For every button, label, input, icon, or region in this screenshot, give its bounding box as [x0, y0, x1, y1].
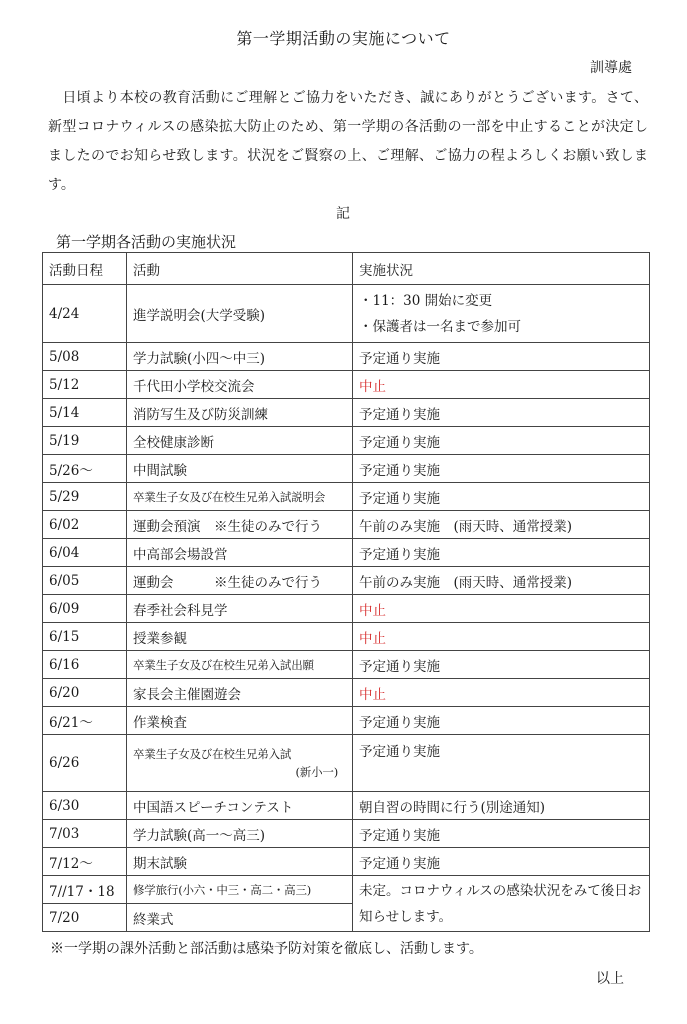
row-activity: 中間試験	[127, 455, 353, 483]
row-date: 6/09	[43, 595, 127, 623]
table-row	[43, 848, 650, 876]
table-row	[43, 623, 650, 651]
row-date: 6/16	[43, 651, 127, 679]
row-date: 5/29	[43, 483, 127, 511]
table-row	[43, 876, 650, 904]
closing-text: 以上	[596, 971, 624, 987]
activity-line: 卒業生子女及び在校生兄弟入試	[133, 747, 292, 761]
table-row	[43, 483, 650, 511]
header-date: 活動日程	[43, 253, 127, 285]
table-row	[43, 707, 650, 735]
row-activity: 消防写生及び防災訓練	[127, 399, 353, 427]
header-status: 実施状況	[353, 253, 650, 285]
row-activity: 家長会主催園遊会	[127, 679, 353, 707]
table-row	[43, 399, 650, 427]
row-activity: 修学旅行(小六・中三・高二・高三)	[127, 876, 353, 904]
row-date: 7/12～	[43, 848, 127, 876]
row-date: 6/04	[43, 539, 127, 567]
row-status: 予定通り実施	[353, 399, 650, 427]
status-line: ・11：30 開始に変更	[359, 292, 493, 309]
row-status: 午前のみ実施 (雨天時、通常授業)	[353, 511, 650, 539]
row-activity: 学力試験(高一～高三)	[127, 820, 353, 848]
row-activity: 期末試験	[127, 848, 353, 876]
table-row	[43, 679, 650, 707]
table-row	[43, 511, 650, 539]
row-date: 6/15	[43, 623, 127, 651]
row-date: 6/05	[43, 567, 127, 595]
row-date: 4/24	[43, 285, 127, 343]
row-date: 6/26	[43, 735, 127, 792]
table-row	[43, 595, 650, 623]
row-activity: 終業式	[127, 904, 353, 932]
row-activity	[127, 735, 353, 792]
footnote: ※一学期の課外活動と部活動は感染予防対策を徹底し、活動します。	[50, 941, 483, 957]
table-row	[43, 427, 650, 455]
table-row	[43, 371, 650, 399]
row-status: 予定通り実施	[353, 539, 650, 567]
row-date: 5/14	[43, 399, 127, 427]
row-date: 7//17・18	[43, 876, 127, 904]
row-activity: 千代田小学校交流会	[127, 371, 353, 399]
table-row	[43, 820, 650, 848]
row-status: 予定通り実施	[353, 848, 650, 876]
ki-heading: 記	[336, 206, 350, 222]
row-activity: 卒業生子女及び在校生兄弟入試説明会	[127, 483, 353, 511]
row-date: 6/02	[43, 511, 127, 539]
row-activity: 運動会預演 ※生徒のみで行う	[127, 511, 353, 539]
row-status: 予定通り実施	[353, 820, 650, 848]
row-status-cancelled: 中止	[353, 679, 650, 707]
table-title: 第一学期各活動の実施状況	[56, 233, 237, 251]
table-row	[43, 343, 650, 371]
activity-table	[42, 252, 650, 932]
row-date: 5/19	[43, 427, 127, 455]
row-date: 7/03	[43, 820, 127, 848]
row-status: 予定通り実施	[353, 707, 650, 735]
row-activity: 卒業生子女及び在校生兄弟入試出願	[127, 651, 353, 679]
row-date: 5/08	[43, 343, 127, 371]
row-status	[353, 285, 650, 343]
table-row	[43, 455, 650, 483]
table-row	[43, 651, 650, 679]
table-header-row	[43, 253, 650, 285]
row-status: 予定通り実施	[353, 455, 650, 483]
row-activity: 中国語スピーチコンテスト	[127, 792, 353, 820]
row-activity: 授業参観	[127, 623, 353, 651]
row-status: 午前のみ実施 (雨天時、通常授業)	[353, 567, 650, 595]
row-date: 7/20	[43, 904, 127, 932]
row-date: 5/26～	[43, 455, 127, 483]
row-status: 予定通り実施	[353, 427, 650, 455]
row-date: 6/21～	[43, 707, 127, 735]
row-status: 予定通り実施	[353, 735, 650, 792]
issuer: 訓導處	[590, 60, 632, 76]
activity-line: (新小一)	[295, 765, 338, 779]
intro-paragraph: 日頃より本校の教育活動にご理解とご協力をいただき、誠にありがとうございます。さて、新型コロナウィルスの感染拡大防止のため、第一学期の各活動の一部を中止することが決定しましたのでお知らせ致します。状況をご賢察の上、ご理解、ご協力の程よろしくお願い致します。	[48, 90, 648, 193]
row-status: 予定通り実施	[353, 651, 650, 679]
row-status-cancelled: 中止	[353, 371, 650, 399]
row-date: 6/30	[43, 792, 127, 820]
table-row	[43, 539, 650, 567]
row-status-cancelled: 中止	[353, 595, 650, 623]
row-activity: 春季社会科見学	[127, 595, 353, 623]
row-status-cancelled: 中止	[353, 623, 650, 651]
page-title: 第一学期活動の実施について	[236, 29, 451, 48]
row-activity: 中高部会場設営	[127, 539, 353, 567]
row-status: 朝自習の時間に行う(別途通知)	[353, 792, 650, 820]
status-line: ・保護者は一名まで参加可	[359, 318, 521, 335]
table-row	[43, 792, 650, 820]
row-activity: 学力試験(小四～中三)	[127, 343, 353, 371]
row-activity: 全校健康診断	[127, 427, 353, 455]
row-status: 予定通り実施	[353, 483, 650, 511]
header-activity: 活動	[127, 253, 353, 285]
row-activity: 進学説明会(大学受験)	[127, 285, 353, 343]
row-status: 未定。コロナウィルスの感染状況をみて後日お知らせします。	[353, 876, 650, 932]
table-row	[43, 735, 650, 792]
row-activity: 運動会 ※生徒のみで行う	[127, 567, 353, 595]
row-date: 5/12	[43, 371, 127, 399]
table-row	[43, 567, 650, 595]
table-row	[43, 285, 650, 343]
row-date: 6/20	[43, 679, 127, 707]
row-activity: 作業検査	[127, 707, 353, 735]
row-status: 予定通り実施	[353, 343, 650, 371]
